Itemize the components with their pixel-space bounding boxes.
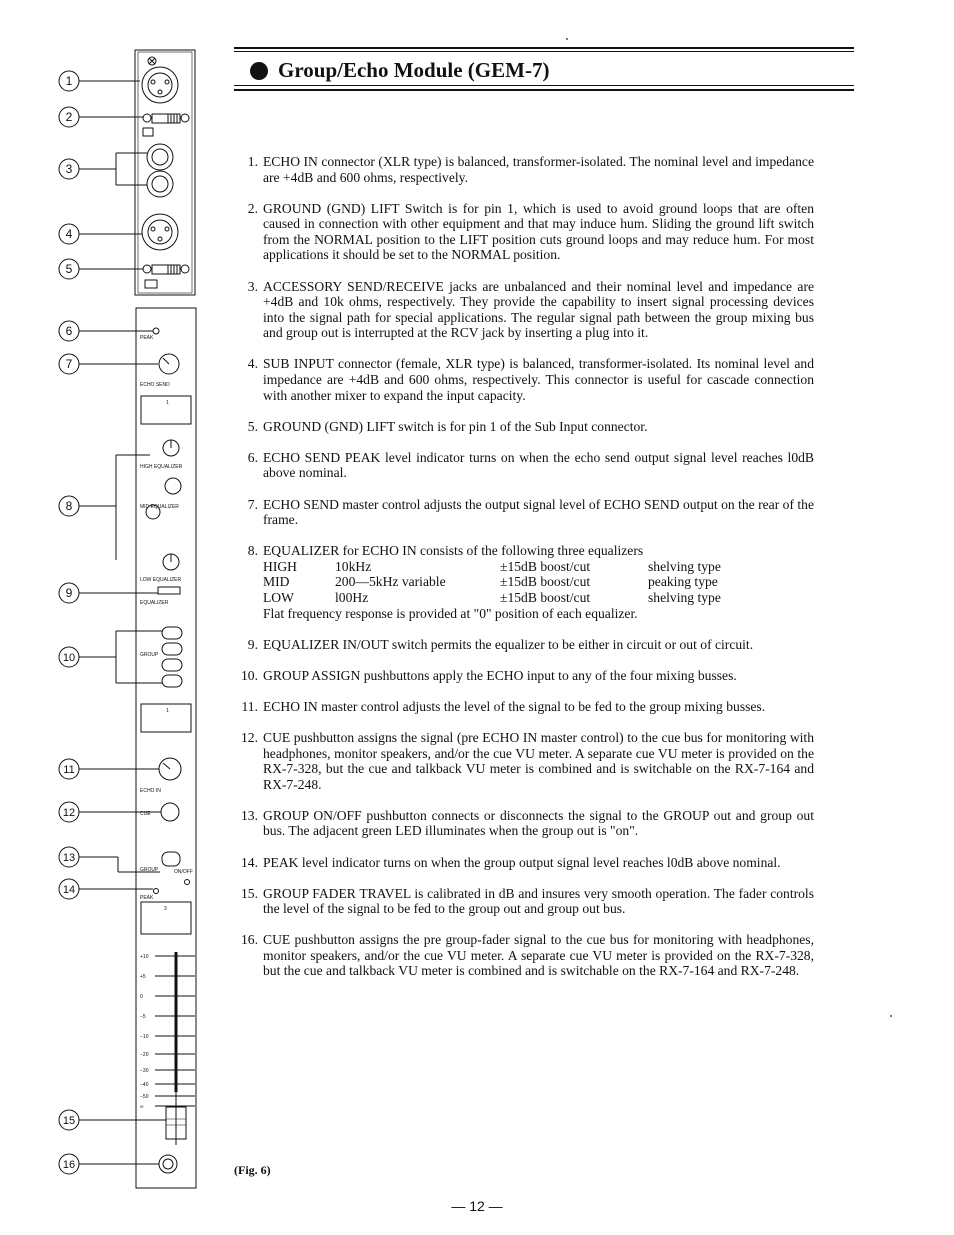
item-number: 15. <box>241 885 258 901</box>
item-number: 14. <box>241 854 258 870</box>
scribble-3-text: 3 <box>164 906 167 912</box>
label-group: GROUP <box>140 652 159 658</box>
eq-gain: ±15dB boost/cut <box>500 558 591 574</box>
item-number: 7. <box>247 496 258 512</box>
fader-scale-6: −30 <box>140 1068 149 1074</box>
fader-scale-2: 0 <box>140 994 143 1000</box>
table-row <box>263 574 721 590</box>
label-echo-send: ECHO SEND <box>140 382 170 388</box>
label-group-onoff: GROUP <box>140 867 159 873</box>
item-number: 3. <box>247 278 258 294</box>
item-number: 13. <box>241 807 258 823</box>
eq-type: peaking type <box>648 574 718 590</box>
item-text: GROUND (GND) LIFT switch is for pin 1 of the Sub Input connector. <box>263 418 648 434</box>
item-number: 9. <box>247 636 258 652</box>
list-item-1 <box>234 154 814 185</box>
bullet-icon <box>250 62 268 80</box>
eq-freq: 10kHz <box>335 558 372 574</box>
list-item-2 <box>234 201 814 263</box>
label-low-eq: LOW EQUALIZER <box>140 577 182 583</box>
item-number: 6. <box>247 449 258 465</box>
header-rule-top-thin <box>234 51 854 52</box>
item-text: CUE pushbutton assigns the pre group-fader signal to the cue bus for monitoring with headphones, monitor speakers, and/or the cue VU meter. A separate cue VU meter is provided on the RX-7-328, but the cue and talkback VU meter is combined and is switchable on the RX-7-164 and RX-7-248. <box>263 932 814 979</box>
item-number: 11. <box>241 698 258 714</box>
item-text: CUE pushbutton assigns the signal (pre ECHO IN master control) to the cue bus for monitoring with headphones, monitor speakers, and/or the cue VU meter. A separate cue VU meter is provided on the RX-7-328, but the cue and talkback VU meter is combined and is switchable on the RX-7-164 and RX-7-248. <box>263 729 814 792</box>
cue-button-top <box>161 803 179 821</box>
header-rule-bottom <box>234 89 854 91</box>
callout-14: 14 <box>62 884 76 896</box>
mid-eq-freq-knob <box>165 478 181 494</box>
scribble-1-text: 1 <box>166 400 169 406</box>
module-panel-figure <box>40 40 220 1200</box>
list-item-7 <box>234 497 814 528</box>
list-item-13 <box>234 808 814 839</box>
list-item-3 <box>234 279 814 341</box>
item-text: ECHO IN connector (XLR type) is balanced, transformer-isolated. The nominal level and impedance are +4dB and 600 ohms, respectively. <box>263 154 814 185</box>
eq-band: HIGH <box>263 558 297 574</box>
callout-8: 8 <box>65 499 73 513</box>
item-text: ECHO IN master control adjusts the level of the signal to be fed to the group mixing busses. <box>263 698 766 714</box>
list-item-8 <box>234 543 814 621</box>
callout-12: 12 <box>62 807 76 819</box>
scan-speck <box>566 38 568 40</box>
equalizer-table <box>263 559 721 606</box>
section-header <box>234 47 854 93</box>
list-item-6 <box>234 450 814 481</box>
list-item-12 <box>234 730 814 792</box>
item-text: ECHO SEND PEAK level indicator turns on when the echo send output signal level reaches l0dB above nominal. <box>263 449 814 481</box>
eq-type: shelving type <box>648 558 721 574</box>
list-item-4 <box>234 356 814 403</box>
item-number: 12. <box>241 729 258 745</box>
item-number: 16. <box>241 932 258 948</box>
item-number: 8. <box>247 543 258 559</box>
label-cue: CUE <box>140 811 151 817</box>
fader-scale-1: +5 <box>140 974 146 980</box>
accessory-receive-jack <box>147 171 173 197</box>
item-number: 4. <box>247 356 258 372</box>
item-text: ECHO SEND master control adjusts the output signal level of ECHO SEND output on the rear of the frame. <box>263 496 814 528</box>
eq-type: shelving type <box>648 589 721 605</box>
eq-band: LOW <box>263 589 294 605</box>
item-text: EQUALIZER IN/OUT switch permits the equalizer to be either in circuit or out of circuit. <box>263 636 754 652</box>
list-item-11 <box>234 699 814 715</box>
header-rule-top <box>234 47 854 49</box>
fader-scale-0: +10 <box>140 954 149 960</box>
peak-led-bottom <box>154 889 159 894</box>
label-high-eq: HIGH EQUALIZER <box>140 464 183 470</box>
group-assign-button-3 <box>162 659 182 671</box>
echo-in-xlr-connector <box>142 67 178 103</box>
table-row <box>263 590 721 606</box>
eq-freq: 200—5kHz variable <box>335 574 446 590</box>
peak-led-top <box>153 328 159 334</box>
item-text: ACCESSORY SEND/RECEIVE jacks are unbalanced and their nominal level and impedance are +4dB and 10k ohms, respectively. They provide the capability to insert signal processing devices into the signal path for special applications. The regular signal path between the group mixing bus and group out is interrupted at the RCV jack by inserting a plug into it. <box>263 278 814 341</box>
eq-gain: ±15dB boost/cut <box>500 574 591 590</box>
item-text: SUB INPUT connector (female, XLR type) is balanced, transformer-isolated. Its nominal level and impedance are +4dB and 600 ohms, respectively. This connector is useful for cascade connection with another mixer to expand the input capacity. <box>263 356 814 403</box>
label-peak-top: PEAK <box>140 335 154 341</box>
item-text: EQUALIZER for ECHO IN consists of the following three equalizers <box>263 543 644 559</box>
group-assign-button-2 <box>162 643 182 655</box>
list-item-14 <box>234 855 814 871</box>
item-text: PEAK level indicator turns on when the group output signal level reaches l0dB above nominal. <box>263 854 781 870</box>
fader-scale-8: −50 <box>140 1094 149 1100</box>
group-assign-button-1 <box>162 627 182 639</box>
list-item-15 <box>234 886 814 917</box>
group-on-off-button <box>162 852 180 866</box>
label-peak-bottom: PEAK <box>140 895 154 901</box>
callout-2: 2 <box>65 110 73 124</box>
item-number: 10. <box>241 667 258 683</box>
scan-speck <box>890 1015 892 1017</box>
group-on-led <box>185 880 190 885</box>
scribble-2-text: 1 <box>166 708 169 714</box>
section-title: Group/Echo Module (GEM-7) <box>278 58 550 82</box>
eq-in-out-switch <box>158 587 180 594</box>
callout-6: 6 <box>65 324 73 338</box>
callout-9: 9 <box>65 586 73 600</box>
gnd-lift-switch-2 <box>152 265 180 274</box>
table-row <box>263 559 721 575</box>
fader-scale-9: ∞ <box>140 1104 144 1110</box>
gnd-lift-switch-1 <box>152 114 180 123</box>
callout-16: 16 <box>62 1159 76 1171</box>
callout-4: 4 <box>65 227 73 241</box>
label-eq-switch: EQUALIZER <box>140 600 169 606</box>
sub-input-xlr-connector <box>142 214 178 250</box>
list-item-10 <box>234 668 814 684</box>
item-number: 5. <box>247 418 258 434</box>
fader-scale-4: −10 <box>140 1034 149 1040</box>
eq-gain: ±15dB boost/cut <box>500 589 591 605</box>
callout-15: 15 <box>62 1115 76 1127</box>
list-item-16 <box>234 932 814 979</box>
item-text: GROUP ON/OFF pushbutton connects or disconnects the signal to the GROUP out and group out bus. The adjacent green LED illuminates when the group out is "on". <box>263 807 814 839</box>
item-list <box>234 154 814 995</box>
callout-10: 10 <box>62 652 76 664</box>
list-item-5 <box>234 419 814 435</box>
figure-caption: (Fig. 6) <box>234 1163 271 1177</box>
callout-5: 5 <box>65 262 73 276</box>
callout-7: 7 <box>65 357 73 371</box>
fader-scale-5: −20 <box>140 1052 149 1058</box>
eq-band: MID <box>263 574 290 590</box>
callout-1: 1 <box>65 74 73 88</box>
callout-3: 3 <box>65 162 73 176</box>
cue-button-bottom <box>159 1155 177 1173</box>
label-mid-eq: MID EQUALIZER <box>140 504 179 510</box>
label-on-off: ON/OFF <box>174 869 193 875</box>
list-item-9 <box>234 637 814 653</box>
label-echo-in: ECHO IN <box>140 788 161 794</box>
eq-freq: l00Hz <box>335 589 369 605</box>
callout-11: 11 <box>63 764 75 776</box>
header-rule-bottom-thin <box>234 85 854 86</box>
accessory-send-jack <box>147 144 173 170</box>
group-assign-button-4 <box>162 675 182 687</box>
item-text: GROUND (GND) LIFT Switch is for pin 1, which is used to avoid ground loops that are often caused in connection with other equipment and that may induce hum. Sliding the ground lift switch from the NORMAL position to the LIFT position cuts ground loops and may reduce hum. For most applications it should be set to the NORMAL position. <box>263 200 814 263</box>
item-number: 1. <box>247 154 258 169</box>
eq-footer-note: Flat frequency response is provided at "0" position of each equalizer. <box>263 605 638 621</box>
page-number: — 12 — <box>451 1198 503 1214</box>
callout-13: 13 <box>62 852 76 864</box>
item-text: GROUP FADER TRAVEL is calibrated in dB and insures very smooth operation. The fader controls the level of the signal to be fed to the group out and group out bus. <box>263 885 814 917</box>
fader-scale-3: −5 <box>140 1014 146 1020</box>
item-number: 2. <box>247 200 258 216</box>
item-text: GROUP ASSIGN pushbuttons apply the ECHO input to any of the four mixing busses. <box>263 667 737 683</box>
fader-scale-7: −40 <box>140 1082 149 1088</box>
